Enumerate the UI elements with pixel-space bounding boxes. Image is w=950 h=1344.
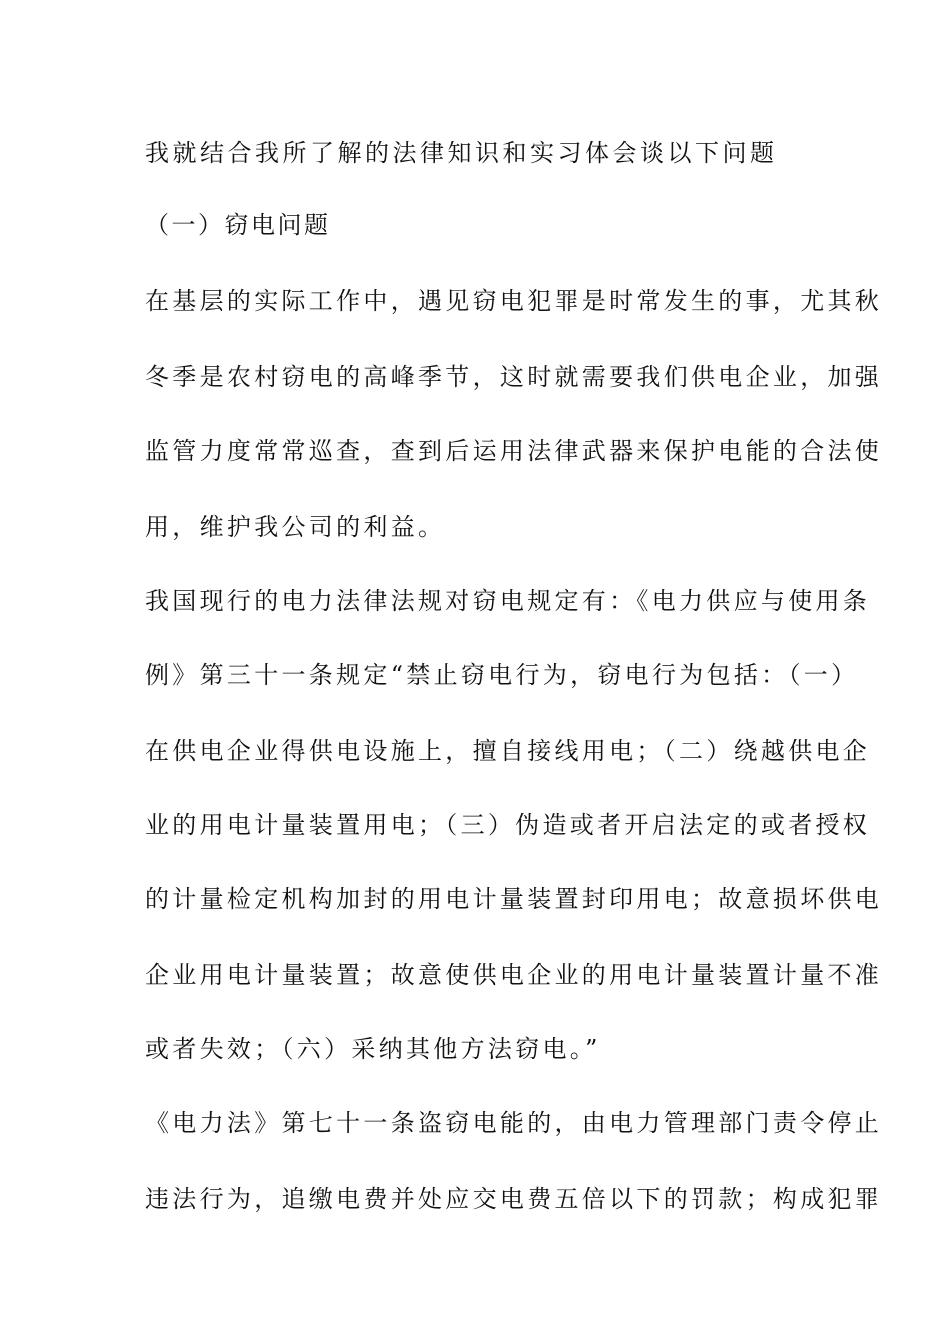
paragraph-line: 例》第三十一条规定“禁止窃电行为，窃电行为包括：（一）: [145, 661, 859, 689]
paragraph-line: 监管力度常常巡查，查到后运用法律武器来保护电能的合法使: [145, 437, 883, 465]
paragraph-line: 或者失效；（六）采纳其他方法窃电。”: [145, 1035, 601, 1063]
section-heading: （一）窃电问题: [145, 211, 331, 239]
paragraph-line: 的计量检定机构加封的用电计量装置封印用电；故意损坏供电: [145, 885, 883, 913]
paragraph-line-intro: 我就结合我所了解的法律知识和实习体会谈以下问题: [145, 139, 778, 167]
paragraph-line: 在基层的实际工作中，遇见窃电犯罪是时常发生的事，尤其秋: [145, 287, 883, 315]
paragraph-line: 在供电企业得供电设施上，擅自接线用电；（二）绕越供电企: [145, 737, 871, 765]
paragraph-line: 《电力法》第七十一条盗窃电能的，由电力管理部门责令停止: [145, 1109, 883, 1137]
paragraph-line: 我国现行的电力法律法规对窃电规定有：《电力供应与使用条: [145, 587, 871, 615]
paragraph-line: 用，维护我公司的利益。: [145, 513, 446, 541]
paragraph-line: 业的用电计量装置用电；（三）伪造或者开启法定的或者授权: [145, 811, 871, 839]
paragraph-line: 冬季是农村窃电的高峰季节，这时就需要我们供电企业，加强: [145, 363, 883, 391]
paragraph-line: 违法行为，追缴电费并处应交电费五倍以下的罚款；构成犯罪: [145, 1185, 883, 1213]
paragraph-line: 企业用电计量装置；故意使供电企业的用电计量装置计量不准: [145, 961, 883, 989]
